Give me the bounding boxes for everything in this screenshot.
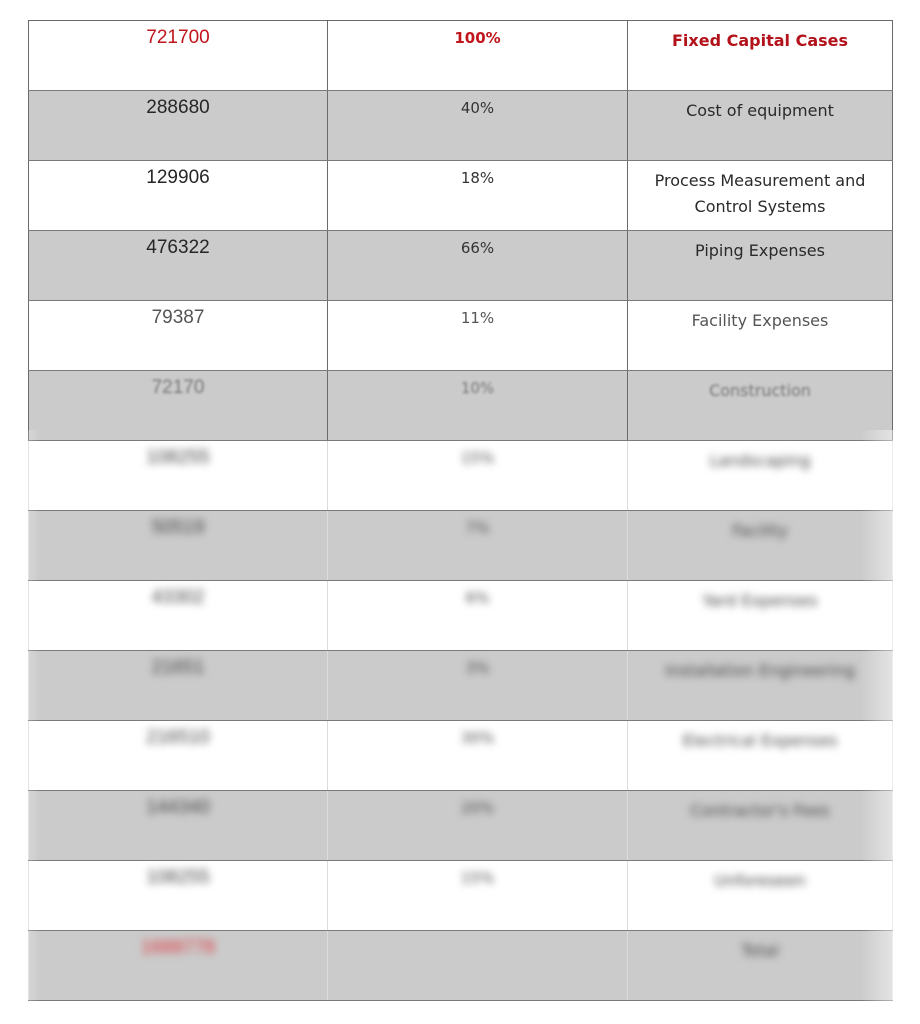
percent-value: 10% xyxy=(460,379,495,397)
amount-cell xyxy=(29,791,328,861)
label-cell xyxy=(628,931,893,1001)
amount-value: 72170 xyxy=(151,377,205,398)
percent-cell xyxy=(328,231,628,301)
table-row xyxy=(29,161,893,231)
amount-cell xyxy=(29,231,328,301)
table-header-row xyxy=(29,21,893,91)
percent-value xyxy=(328,931,627,939)
table-row xyxy=(29,721,893,791)
percent-cell xyxy=(328,91,628,161)
percent-cell xyxy=(328,791,628,861)
label-cell xyxy=(628,651,893,721)
cost-label: Facility xyxy=(732,521,788,540)
table-row xyxy=(29,91,893,161)
percent-cell xyxy=(328,861,628,931)
table-row xyxy=(29,511,893,581)
percent-cell xyxy=(328,721,628,791)
percent-value: 15% xyxy=(460,869,495,887)
percent-value: 18% xyxy=(460,169,495,187)
table-row xyxy=(29,231,893,301)
amount-value: 21651 xyxy=(151,657,205,678)
amount-value: 108255 xyxy=(146,447,210,468)
amount-value: 108255 xyxy=(146,867,210,888)
table-total-row xyxy=(29,931,893,1001)
amount-cell xyxy=(29,861,328,931)
amount-value: 129906 xyxy=(146,167,210,188)
percent-value: 20% xyxy=(460,799,495,817)
label-cell xyxy=(628,511,893,581)
table-row xyxy=(29,301,893,371)
percent-cell xyxy=(328,511,628,581)
cost-label: Electrical Expenses xyxy=(682,731,838,750)
amount-value: 288680 xyxy=(146,97,210,118)
percent-value: 40% xyxy=(460,99,495,117)
cost-label: Installation Engineering xyxy=(665,661,855,680)
cost-label: Process Measurement and Control Systems xyxy=(654,171,866,216)
amount-value: 476322 xyxy=(146,237,210,258)
cost-label: Contractor's Fees xyxy=(690,801,830,820)
amount-value: 721700 xyxy=(146,27,210,48)
percent-value: 7% xyxy=(465,519,490,537)
table-row xyxy=(29,441,893,511)
table-row xyxy=(29,371,893,441)
percent-value: 15% xyxy=(460,449,495,467)
label-cell xyxy=(628,861,893,931)
amount-cell xyxy=(29,91,328,161)
percent-value: 6% xyxy=(465,589,490,607)
table-row xyxy=(29,791,893,861)
percent-cell xyxy=(328,161,628,231)
label-cell xyxy=(628,721,893,791)
amount-cell xyxy=(29,441,328,511)
percent-value: 3% xyxy=(465,659,490,677)
cost-label: Construction xyxy=(709,381,811,400)
cost-label: Total xyxy=(741,941,779,960)
cost-table-sheet xyxy=(28,20,892,1001)
label-cell xyxy=(628,371,893,441)
amount-cell xyxy=(29,581,328,651)
cost-label: Cost of equipment xyxy=(686,101,834,120)
table-row xyxy=(29,861,893,931)
percent-cell xyxy=(328,371,628,441)
amount-value: 79387 xyxy=(151,307,205,328)
amount-cell xyxy=(29,161,328,231)
percent-cell xyxy=(328,441,628,511)
amount-value: 50519 xyxy=(151,517,205,538)
cost-label: Piping Expenses xyxy=(695,241,825,260)
label-cell xyxy=(628,301,893,371)
label-cell xyxy=(628,231,893,301)
percent-value: 100% xyxy=(454,29,501,47)
cost-label: Yard Expenses xyxy=(702,591,818,610)
label-cell xyxy=(628,161,893,231)
amount-value: 1688778 xyxy=(141,937,215,958)
cost-label: Fixed Capital Cases xyxy=(671,31,849,50)
amount-cell xyxy=(29,651,328,721)
percent-value: 11% xyxy=(460,309,495,327)
amount-value: 144340 xyxy=(146,797,210,818)
amount-value: 43302 xyxy=(151,587,205,608)
label-cell xyxy=(628,791,893,861)
amount-value: 216510 xyxy=(146,727,210,748)
label-cell xyxy=(628,441,893,511)
percent-cell xyxy=(328,931,628,1001)
amount-cell xyxy=(29,931,328,1001)
cost-label: Facility Expenses xyxy=(691,311,829,330)
fixed-capital-cost-table xyxy=(28,20,893,1001)
percent-cell xyxy=(328,301,628,371)
label-cell xyxy=(628,581,893,651)
table-row xyxy=(29,651,893,721)
amount-cell xyxy=(29,301,328,371)
amount-cell xyxy=(29,721,328,791)
percent-cell xyxy=(328,651,628,721)
table-row xyxy=(29,581,893,651)
cost-label: Unforeseen xyxy=(714,871,806,890)
percent-value: 30% xyxy=(460,729,495,747)
label-cell xyxy=(628,21,893,91)
percent-cell xyxy=(328,581,628,651)
percent-value: 66% xyxy=(460,239,495,257)
percent-cell xyxy=(328,21,628,91)
cost-label: Landscaping xyxy=(709,451,811,470)
amount-cell xyxy=(29,371,328,441)
label-cell xyxy=(628,91,893,161)
amount-cell xyxy=(29,511,328,581)
amount-cell xyxy=(29,21,328,91)
